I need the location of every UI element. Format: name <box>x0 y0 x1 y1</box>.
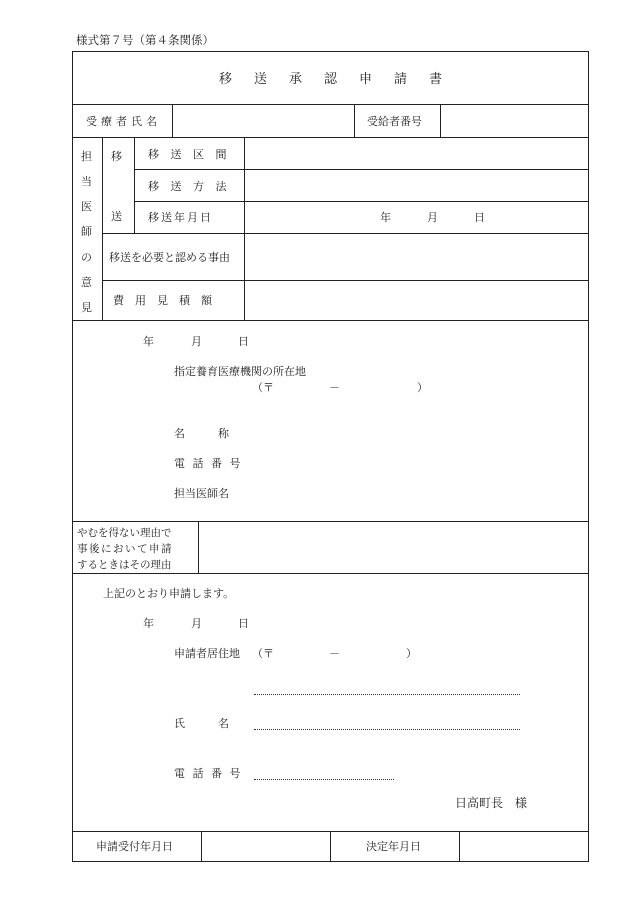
form-title: 移送承認申請書 <box>218 72 464 87</box>
patient-name-label: 受療者氏名 <box>86 115 161 128</box>
applicant-name-label: 氏 名 <box>174 717 229 730</box>
applicant-phone-line[interactable] <box>254 779 394 780</box>
recipient-number-label: 受給者番号 <box>367 115 422 128</box>
form-number-label: 様式第７号（第４条関係） <box>76 33 214 47</box>
late-reason-label <box>77 525 173 573</box>
rule-footer-2 <box>330 831 331 862</box>
opinion-side-char-3: 医 <box>81 200 92 213</box>
transfer-date-month: 月 <box>427 211 438 224</box>
late-reason-line-1: やむを得ない理由で <box>77 527 172 539</box>
applicant-address-label: 申請者居住地 <box>174 647 240 660</box>
applicant-name-line[interactable] <box>254 729 520 730</box>
late-reason-line-3: するときはその理由 <box>77 559 172 571</box>
application-date-day: 日 <box>238 617 249 630</box>
attending-doctor-label: 担当医師名 <box>174 487 229 500</box>
applicant-phone-label: 電 話 番 号 <box>174 767 243 780</box>
institution-postal-code: （〒 － ） <box>252 381 428 394</box>
transfer-date-label: 移送年月日 <box>148 211 213 224</box>
transfer-date-year: 年 <box>380 211 391 224</box>
institution-phone-label: 電 話 番 号 <box>174 457 243 470</box>
transfer-method-label: 移 送 方 法 <box>148 180 231 193</box>
opinion-side-char-7: 見 <box>81 301 92 314</box>
application-received-date-label: 申請受付年月日 <box>96 840 173 853</box>
institution-name-label: 名 称 <box>174 427 229 440</box>
rule-under-opinion <box>72 320 589 321</box>
rule-under-late-reason <box>72 573 589 574</box>
transfer-section-label: 移 送 区 間 <box>148 148 231 161</box>
transfer-section-field[interactable] <box>245 138 588 168</box>
application-received-date-field[interactable] <box>202 832 329 861</box>
rule-under-method <box>134 201 589 202</box>
transfer-side-char-1: 移 <box>111 150 122 163</box>
transfer-date-day: 日 <box>474 211 485 224</box>
transfer-side-char-2: 送 <box>111 210 122 223</box>
opinion-side-char-5: の <box>81 251 92 264</box>
application-date-year: 年 <box>143 617 154 630</box>
applicant-postal-code: （〒 － ） <box>252 647 417 660</box>
transfer-reason-label: 移送を必要と認める事由 <box>109 251 230 264</box>
patient-name-field[interactable] <box>173 105 353 136</box>
application-statement: 上記のとおり申請します。 <box>103 587 235 600</box>
transfer-reason-field[interactable] <box>245 234 588 279</box>
rule-opinion-side <box>102 137 103 320</box>
opinion-side-char-6: 意 <box>81 276 92 289</box>
late-reason-line-2: 事後において申請 <box>77 543 173 555</box>
addressee-label: 日高町長 様 <box>455 796 528 810</box>
decision-date-field[interactable] <box>460 832 588 861</box>
late-reason-field[interactable] <box>199 522 588 572</box>
application-date-month: 月 <box>191 617 202 630</box>
institution-date-month: 月 <box>191 335 202 348</box>
recipient-number-field[interactable] <box>441 105 588 136</box>
opinion-side-char-1: 担 <box>81 150 92 163</box>
rule-recipient-label-left <box>354 104 355 137</box>
opinion-side-char-4: 師 <box>81 225 92 238</box>
rule-transfer-side <box>134 137 135 233</box>
opinion-side-char-2: 当 <box>81 175 92 188</box>
institution-date-day: 日 <box>238 335 249 348</box>
institution-date-year: 年 <box>143 335 154 348</box>
transfer-method-field[interactable] <box>245 170 588 200</box>
cost-estimate-field[interactable] <box>245 281 588 319</box>
cost-estimate-label: 費 用 見 積 額 <box>113 294 212 307</box>
institution-address-label: 指定養育医療機関の所在地 <box>174 365 306 378</box>
applicant-address-line[interactable] <box>254 694 520 695</box>
decision-date-label: 決定年月日 <box>366 840 421 853</box>
